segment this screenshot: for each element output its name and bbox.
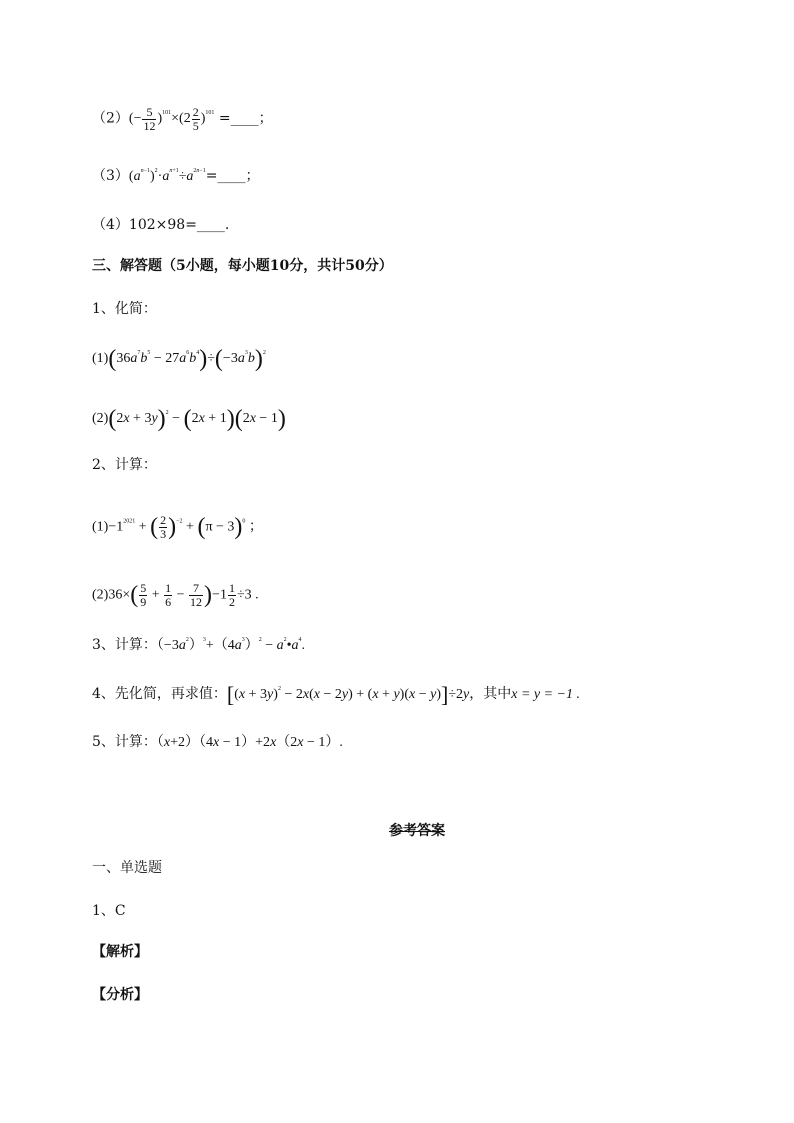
question-4 — [92, 684, 580, 706]
fill-item-label: （4） — [92, 217, 129, 233]
question-5 — [92, 735, 343, 750]
question-3-expression: $(-3a^2)^3+(4a^3)^2$ − $a^2•a^4$. — [156, 637, 306, 653]
part-end: ； — [248, 519, 263, 535]
fill-item-blank: =____； — [205, 168, 260, 184]
part-label: (1) — [92, 519, 109, 535]
fill-item-4 — [92, 218, 229, 232]
part-label: (2) — [92, 411, 109, 427]
question-2-part-1: $(1)-1^{2021}$ + ( $\frac{2}{3}$ )$^{-2} + (\pi - 3)^0$ ； — [92, 513, 263, 541]
fill-item-3 — [92, 168, 260, 184]
question-1-part-1: $(1)(36a^7b^5 - 27a^6b^4)\div(-3a^3b)^2$ — [92, 346, 266, 372]
fill-item-label: （3） — [92, 168, 129, 184]
answers-title-text: 参考答案 — [389, 823, 445, 839]
part-end: . — [255, 587, 259, 603]
question-2-label: 2、计算： — [92, 457, 157, 473]
fill-item-blank: =____； — [218, 110, 273, 127]
question-1-label: 1、化简： — [92, 301, 157, 317]
section-title: 三、解答题（5小题，每小题10分，共计50分） — [92, 258, 393, 274]
question-label: 3、计算： — [92, 637, 157, 653]
answers-section: 一、单选题 — [92, 860, 162, 876]
part-label: (2) — [92, 587, 109, 603]
fenxi-label: 【分析】 — [92, 987, 148, 1003]
part-label: (1) — [92, 351, 109, 367]
question-4-expression: $[(x + 3y)^2 - 2x(x - 2y) + (x + y)(x - y)]\div 2y$ — [226, 682, 470, 707]
question-label: 5、计算： — [92, 734, 157, 750]
question-3 — [92, 637, 305, 653]
answer-item: 1、C — [92, 903, 126, 919]
condition-prefix: ，其中 — [469, 686, 512, 703]
answers-title — [0, 820, 794, 840]
fill-item-2 — [92, 106, 273, 132]
fill-item-text: 102×98=____. — [128, 217, 230, 233]
fill-item-expression: (− $\frac{5}{12}$ )$^{101}$×(2 $\frac{2}{5}$ )$^{101}$ — [128, 105, 215, 133]
condition: x = y = −1 . — [511, 687, 581, 703]
analysis-label: 【解析】 — [92, 944, 148, 960]
fill-item-expression: $(a^{n-1})^2\cdot a^{n+1}\div a^{2n-1}$ — [128, 168, 206, 184]
question-1-part-2: $(2)(2x + 3y)^2 - (2x + 1)(2x - 1)$ — [92, 406, 286, 432]
question-label: 4、先化简，再求值： — [92, 686, 227, 703]
fill-item-label: （2） — [92, 110, 129, 127]
question-2-part-2: (2)36×( $\frac{5}{9}$ + $\frac{1}{6}$ − $\frac{7}{12}$ )−1 $\frac{1}{2}$ ÷3 . — [92, 581, 259, 609]
question-5-expression: （x+2）（4x − 1）+2x（2x − 1）. — [156, 735, 343, 750]
